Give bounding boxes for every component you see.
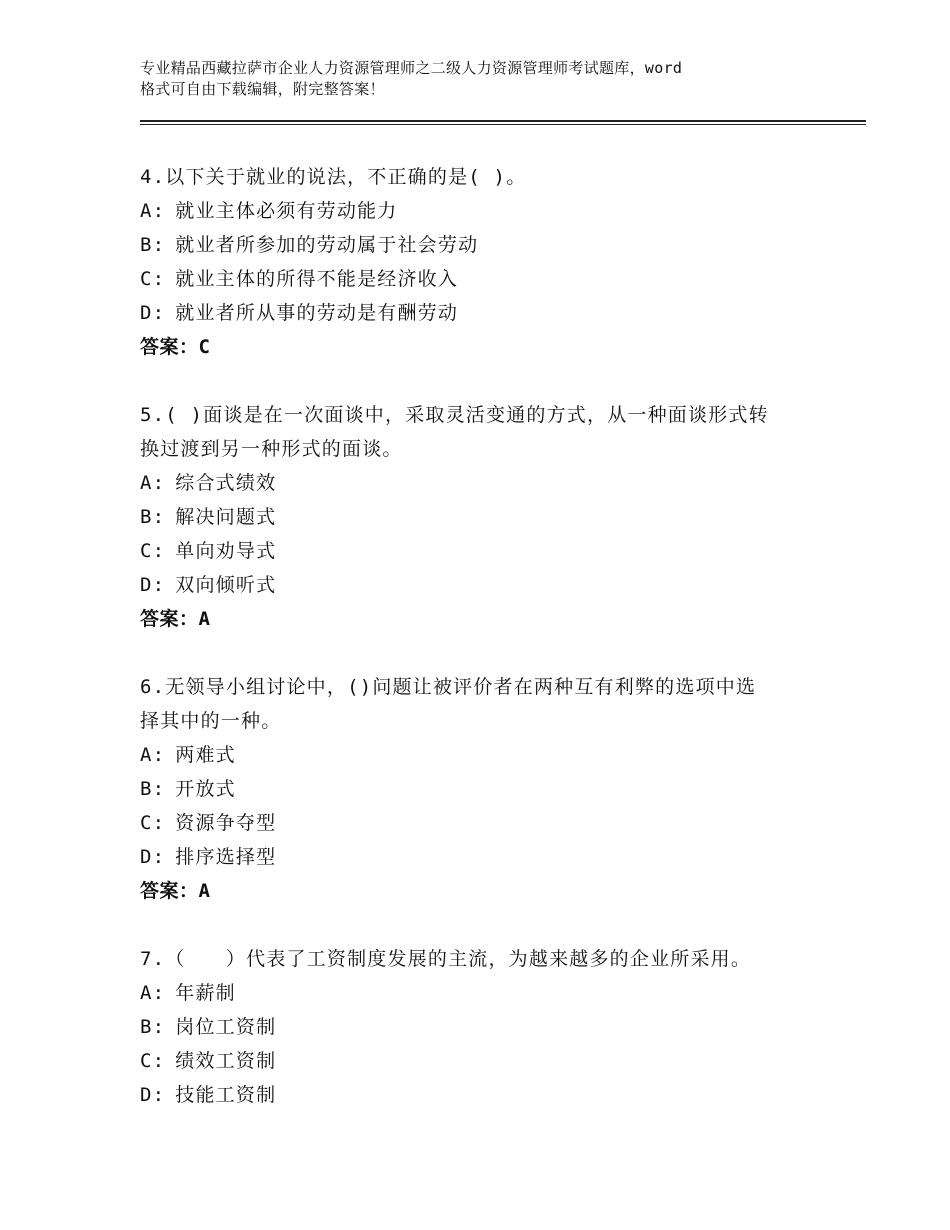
option-b bbox=[140, 772, 840, 806]
header-divider bbox=[140, 120, 866, 127]
option-text: 就业主体必须有劳动能力 bbox=[175, 200, 398, 222]
option-text: 综合式绩效 bbox=[175, 472, 277, 494]
option-d bbox=[140, 1078, 840, 1112]
option-text: 技能工资制 bbox=[175, 1084, 277, 1106]
option-text: 就业者所参加的劳动属于社会劳动 bbox=[175, 234, 479, 256]
option-text: 就业者所从事的劳动是有酬劳动 bbox=[175, 302, 459, 324]
question-4 bbox=[140, 160, 840, 364]
option-text: 年薪制 bbox=[175, 982, 236, 1004]
option-b bbox=[140, 1010, 840, 1044]
option-c bbox=[140, 534, 840, 568]
answer-label: 答案：A bbox=[140, 880, 211, 902]
header-line-2: 格式可自由下载编辑，附完整答案！ bbox=[140, 80, 385, 98]
option-a bbox=[140, 738, 840, 772]
option-d bbox=[140, 296, 840, 330]
option-letter: A: bbox=[140, 472, 166, 494]
option-letter: A: bbox=[140, 982, 166, 1004]
header-line-1: 专业精品西藏拉萨市企业人力资源管理师之二级人力资源管理师考试题库，word bbox=[140, 59, 683, 77]
question-list bbox=[140, 160, 840, 1146]
option-text: 双向倾听式 bbox=[175, 574, 277, 596]
option-letter: C: bbox=[140, 1050, 166, 1072]
option-d bbox=[140, 568, 840, 602]
option-letter: C: bbox=[140, 268, 166, 290]
option-letter: B: bbox=[140, 778, 166, 800]
answer-label: 答案：A bbox=[140, 608, 211, 630]
option-text: 排序选择型 bbox=[175, 846, 277, 868]
question-stem: 6.无领导小组讨论中，()问题让被评价者在两种互有利弊的选项中选 bbox=[140, 676, 757, 698]
option-letter: D: bbox=[140, 846, 166, 868]
option-text: 就业主体的所得不能是经济收入 bbox=[175, 268, 459, 290]
question-7 bbox=[140, 942, 840, 1112]
option-b bbox=[140, 228, 840, 262]
option-a bbox=[140, 466, 840, 500]
option-text: 两难式 bbox=[175, 744, 236, 766]
option-letter: D: bbox=[140, 302, 166, 324]
header-divider-thin bbox=[140, 124, 866, 125]
option-a bbox=[140, 976, 840, 1010]
option-letter: A: bbox=[140, 200, 166, 222]
option-b bbox=[140, 500, 840, 534]
option-c bbox=[140, 262, 840, 296]
document-header bbox=[140, 58, 840, 100]
question-stem: 7.（ ）代表了工资制度发展的主流，为越来越多的企业所采用。 bbox=[140, 948, 752, 970]
option-text: 开放式 bbox=[175, 778, 236, 800]
question-5 bbox=[140, 398, 840, 636]
question-stem: 4.以下关于就业的说法，不正确的是( )。 bbox=[140, 166, 527, 188]
option-a bbox=[140, 194, 840, 228]
option-letter: A: bbox=[140, 744, 166, 766]
question-stem-continued: 换过渡到另一种形式的面谈。 bbox=[140, 438, 403, 460]
answer-label: 答案：C bbox=[140, 336, 211, 358]
option-letter: B: bbox=[140, 234, 166, 256]
question-stem: 5.( )面谈是在一次面谈中，采取灵活变通的方式，从一种面谈形式转 bbox=[140, 404, 769, 426]
option-text: 单向劝导式 bbox=[175, 540, 277, 562]
option-letter: C: bbox=[140, 812, 166, 834]
option-text: 绩效工资制 bbox=[175, 1050, 277, 1072]
option-letter: B: bbox=[140, 1016, 166, 1038]
option-letter: D: bbox=[140, 574, 166, 596]
option-text: 解决问题式 bbox=[175, 506, 277, 528]
question-6 bbox=[140, 670, 840, 908]
option-d bbox=[140, 840, 840, 874]
option-c bbox=[140, 1044, 840, 1078]
header-divider-thick bbox=[140, 120, 866, 122]
option-letter: B: bbox=[140, 506, 166, 528]
option-letter: D: bbox=[140, 1084, 166, 1106]
question-stem-continued: 择其中的一种。 bbox=[140, 710, 282, 732]
option-text: 岗位工资制 bbox=[175, 1016, 277, 1038]
option-c bbox=[140, 806, 840, 840]
option-text: 资源争夺型 bbox=[175, 812, 277, 834]
option-letter: C: bbox=[140, 540, 166, 562]
